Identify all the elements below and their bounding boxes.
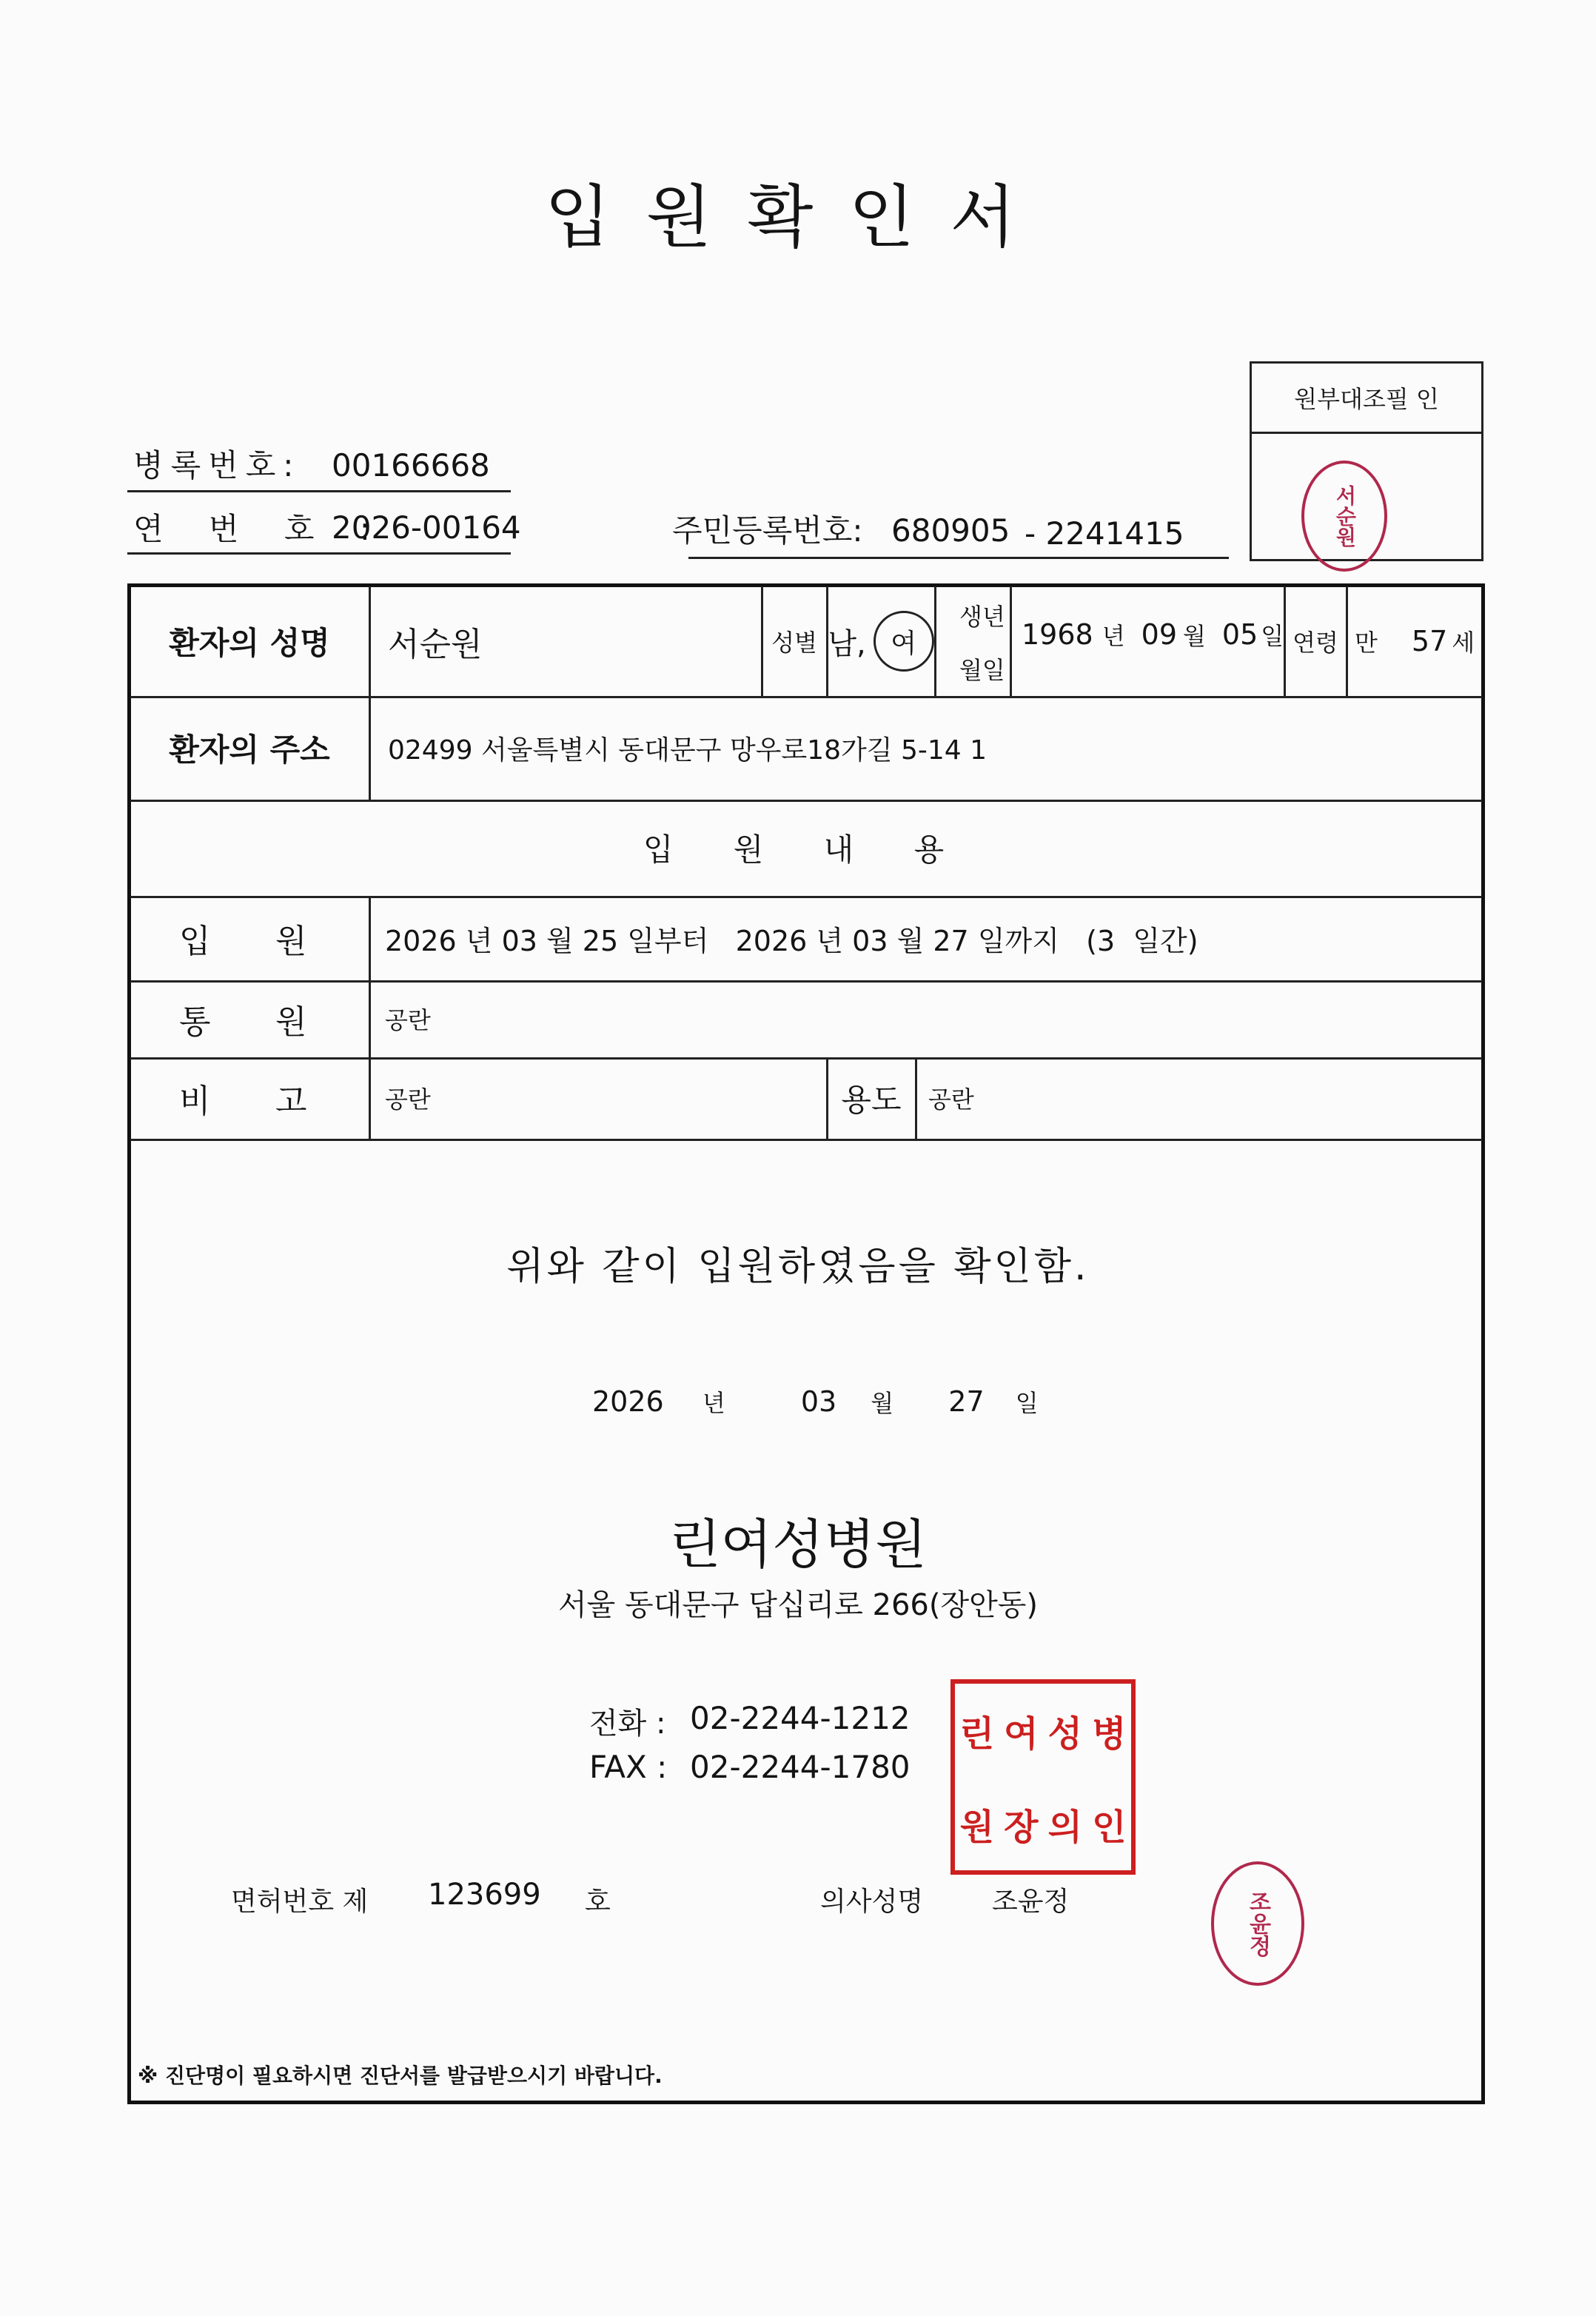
col-divider: [369, 586, 371, 800]
purpose-value: 공란: [928, 1085, 974, 1114]
doctor-name: 조윤정: [992, 1887, 1070, 1917]
outpatient-value: 공란: [385, 1006, 431, 1034]
sex-male: 남,: [828, 626, 866, 661]
confirmation-statement: 위와 같이 입원하였음을 확인함.: [506, 1245, 1090, 1289]
issue-year: 2026: [592, 1385, 664, 1418]
serial-no-label: 연 번 호 :: [133, 511, 388, 547]
age-number: 57: [1411, 625, 1448, 657]
age-prefix: 만: [1355, 629, 1378, 657]
outpatient-label-2: 원: [275, 1003, 307, 1041]
resident-no-label: 주민등록번호:: [672, 512, 863, 549]
resident-no-front: 680905: [891, 512, 1010, 549]
serial-no-value: 2026-00164: [332, 509, 521, 546]
seal-char: 여: [1004, 1713, 1039, 1755]
birth-year: 1968: [1022, 618, 1093, 651]
issue-date: [592, 1385, 1039, 1419]
serial-no-underline: [127, 552, 511, 555]
col-divider: [915, 1057, 917, 1139]
birth-label-1: 생년: [959, 603, 1005, 631]
admission-label: [130, 896, 369, 980]
chart-no-label: 병록번호:: [133, 447, 301, 483]
chart-no-value: 00166668: [332, 447, 490, 483]
confirmation-seal: 서순원: [1301, 461, 1387, 572]
patient-name-label: 환자의 성명: [169, 625, 330, 661]
birth-date: [1022, 586, 1284, 683]
chart-no-underline: [127, 490, 511, 492]
hospital-phone: 02-2244-1212: [690, 1700, 911, 1736]
outpatient-label-1: 통: [179, 1003, 211, 1041]
issue-year-unit: 년: [702, 1389, 725, 1417]
admission-period: 2026 년 03 월 25 일부터 2026 년 03 월 27 일까지 (3 일간): [385, 924, 1198, 957]
license-label: 면허번호 제: [231, 1887, 369, 1917]
issue-day: 27: [948, 1385, 985, 1418]
age-value: [1355, 586, 1481, 696]
col-divider: [1346, 586, 1348, 696]
issue-day-unit: 일: [1015, 1389, 1039, 1417]
license-number: 123699: [428, 1878, 541, 1912]
admission-label-2: 원: [275, 923, 307, 960]
admission-section-title: 입 원 내 용: [643, 831, 970, 868]
col-divider: [934, 586, 936, 696]
seal-char: 린: [959, 1713, 994, 1755]
seal-char: 병: [1092, 1713, 1127, 1755]
age-label: 연령: [1292, 629, 1338, 657]
confirmation-stamp-label: 원부대조필 인: [1252, 364, 1481, 434]
license-suffix: 호: [585, 1887, 611, 1917]
seal-char: 장: [1004, 1806, 1039, 1848]
hospital-official-seal: [950, 1679, 1136, 1875]
doctor-name-label: 의사성명: [820, 1887, 924, 1917]
outpatient-label: [130, 980, 369, 1057]
hospital-address: 서울 동대문구 답십리로 266(장안동): [557, 1588, 1039, 1622]
document-title: 입원확인서: [544, 178, 1052, 257]
resident-no-underline: [688, 557, 1229, 559]
birth-month-unit: 월: [1183, 622, 1206, 650]
remarks-label-2: 고: [275, 1082, 307, 1120]
footnote: ※ 진단명이 필요하시면 진단서를 발급받으시기 바랍니다.: [138, 2064, 663, 2088]
row-divider: [130, 1139, 1482, 1141]
age-unit: 세: [1452, 629, 1475, 657]
hospital-phone-label: 전화 :: [589, 1707, 666, 1741]
doctor-seal: 조윤정: [1211, 1861, 1304, 1986]
patient-name: 서순원: [388, 626, 483, 663]
col-divider: [369, 896, 371, 1139]
admission-label-1: 입: [179, 923, 211, 960]
birth-month: 09: [1141, 618, 1177, 651]
birth-day-unit: 일: [1261, 622, 1284, 650]
sex-female-circled: 여: [874, 611, 934, 672]
remarks-label-1: 비: [179, 1082, 211, 1120]
patient-address: 02499 서울특별시 동대문구 망우로18가길 5-14 1: [388, 734, 988, 766]
sex-label: 성별: [771, 629, 817, 657]
seal-char: 인: [1092, 1806, 1127, 1848]
birth-day: 05: [1221, 618, 1258, 651]
seal-char: 성: [1047, 1713, 1082, 1755]
patient-address-label: 환자의 주소: [169, 732, 330, 768]
remarks-value: 공란: [385, 1085, 431, 1114]
resident-no-back: - 2241415: [1025, 515, 1184, 552]
hospital-name: 린여성병원: [669, 1513, 927, 1576]
birth-label-2: 월일: [959, 656, 1005, 684]
seal-char: 의: [1047, 1806, 1082, 1848]
remarks-label: [130, 1057, 369, 1139]
issue-month-unit: 월: [871, 1389, 894, 1417]
purpose-label: 용도: [841, 1082, 902, 1118]
sex-options: [828, 586, 934, 696]
birth-year-unit: 년: [1102, 622, 1125, 650]
hospital-fax-label: FAX :: [589, 1749, 668, 1785]
hospital-fax: 02-2244-1780: [690, 1749, 911, 1785]
seal-char: 원: [959, 1806, 994, 1848]
col-divider: [1010, 586, 1012, 696]
issue-month: 03: [800, 1385, 837, 1418]
